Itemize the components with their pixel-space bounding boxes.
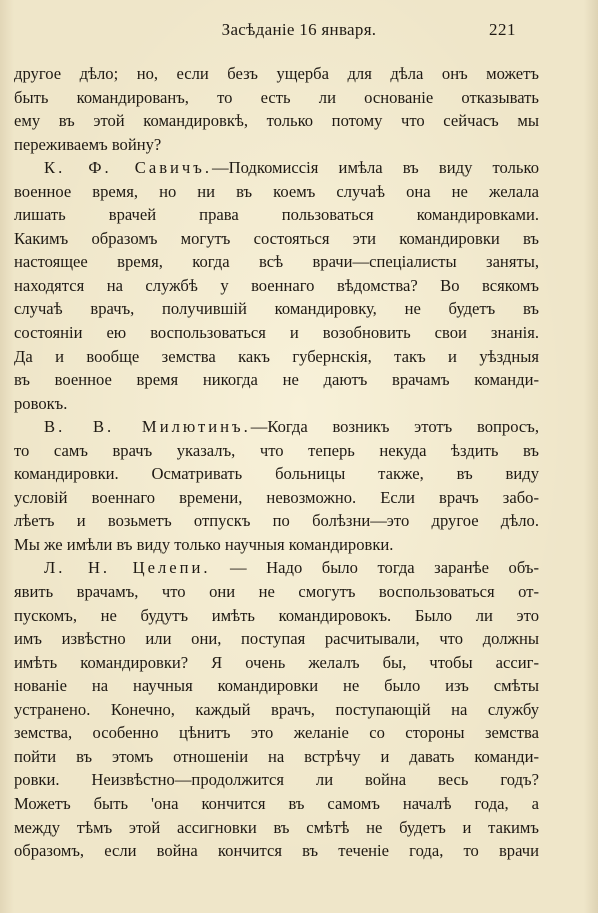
- running-header: [14, 18, 584, 44]
- text-line: [14, 86, 539, 110]
- text-line: [14, 674, 539, 698]
- line-text: пускомъ, не будутъ имѣть командировокъ. Было ли это: [14, 605, 539, 625]
- running-title: Засѣданіе 16 января.: [221, 20, 377, 39]
- text-line: [14, 556, 539, 580]
- line-text: явить врачамъ, что они не смогутъ воспользоваться от-: [14, 582, 539, 602]
- line-text: лѣетъ и возьметъ отпускъ по болѣзни—это другое дѣло.: [14, 511, 539, 531]
- line-text: Мы же имѣли въ виду только научныя командировки.: [14, 534, 394, 554]
- text-line: [14, 651, 539, 675]
- line-text: случаѣ врачъ, получившій командировку, не будетъ въ: [14, 299, 539, 319]
- text-line: [14, 180, 539, 204]
- line-text: между тѣмъ этой ассигновки въ смѣтѣ не будетъ и такимъ: [14, 817, 539, 837]
- text-line: [14, 792, 539, 816]
- text-line: [14, 721, 539, 745]
- speaker-name: В. В. Милютинъ.: [44, 417, 251, 437]
- line-text: настоящее время, когда всѣ врачи—спеціалисты заняты,: [14, 252, 539, 272]
- line-text: другое дѣло; но, если безъ ущерба для дѣла онъ можетъ: [14, 64, 539, 83]
- speaker-name: К. Ф. Савичъ.: [44, 158, 213, 178]
- line-text: имѣть командировки? Я очень желалъ бы, чтобы ассиг-: [14, 652, 539, 672]
- text-line: [14, 509, 539, 533]
- line-text: земства, особенно цѣнитъ это желаніе со стороны земства: [14, 723, 539, 743]
- line-text: Да и вообще земства какъ губернскія, такъ и уѣздныя: [14, 346, 539, 366]
- speaker-name: Л. Н. Целепи.: [44, 558, 211, 578]
- page-number: 221: [489, 20, 516, 39]
- line-text: условій военнаго времени, невозможно. Если врачъ забо-: [14, 487, 539, 507]
- text-line: [14, 227, 539, 251]
- text-line: [14, 274, 539, 298]
- line-text: командировки. Осматривать больницы также, въ виду: [14, 464, 539, 484]
- text-line: [14, 321, 539, 345]
- line-text: быть командированъ, то есть ли основаніе отказывать: [14, 87, 539, 107]
- text-line: [14, 439, 539, 463]
- text-line: [14, 368, 539, 392]
- line-text: имъ извѣстно или они, поступая расчитывали, что должны: [14, 629, 539, 649]
- text-line: [14, 156, 539, 180]
- text-line: [14, 297, 539, 321]
- text-line: [14, 415, 539, 439]
- text-line: [14, 133, 539, 157]
- text-line: [14, 816, 539, 840]
- body-text: [14, 62, 539, 863]
- line-text: Можетъ быть 'она кончится въ самомъ началѣ года, а: [14, 793, 539, 813]
- text-line: [14, 745, 539, 769]
- line-text: образомъ, если война кончится въ теченіе года, то врачи: [14, 841, 539, 861]
- text-line: [14, 627, 539, 651]
- line-text: устранено. Конечно, каждый врачъ, поступающій на службу: [14, 699, 539, 719]
- text-line: [14, 698, 539, 722]
- line-text: переживаемъ войну?: [14, 134, 162, 154]
- line-text: въ военное время никогда не даютъ врачамъ команди-: [14, 370, 539, 390]
- line-text: состояніи ею воспользоваться и возобновить свои знанія.: [14, 323, 539, 343]
- text-line: [14, 768, 539, 792]
- text-line: [14, 345, 539, 369]
- text-line: [14, 486, 539, 510]
- text-line: [14, 392, 539, 416]
- line-text: ровокъ.: [14, 393, 68, 413]
- line-text: военное время, но ни въ коемъ случаѣ она не желала: [14, 181, 539, 201]
- text-line: [14, 462, 539, 486]
- line-text: ему въ этой командировкѣ, только потому что сейчасъ мы: [14, 111, 539, 131]
- text-line: [14, 62, 539, 86]
- line-text: Какимъ образомъ могутъ состояться эти командировки въ: [14, 228, 539, 248]
- line-text: —Когда возникъ этотъ вопросъ,: [250, 417, 539, 437]
- text-line: [14, 533, 539, 557]
- line-text: находятся на службѣ у военнаго вѣдомства? Во всякомъ: [14, 275, 539, 295]
- line-text: нованіе на научныя командировки не было изъ смѣты: [14, 676, 539, 696]
- line-text: —Подкомиссія имѣла въ виду только: [212, 158, 539, 178]
- line-text: то самъ врачъ указалъ, что теперь некуда ѣздить въ: [14, 440, 539, 460]
- line-text: — Надо было тогда заранѣе объ-: [210, 558, 539, 578]
- text-line: [14, 580, 539, 604]
- text-line: [14, 604, 539, 628]
- line-text: лишать врачей права пользоваться командировками.: [14, 205, 539, 225]
- line-text: пойти въ этомъ отношеніи на встрѣчу и давать команди-: [14, 746, 539, 766]
- line-text: ровки. Неизвѣстно—продолжится ли война весь годъ?: [14, 770, 539, 790]
- text-line: [14, 109, 539, 133]
- text-line: [14, 839, 539, 863]
- text-line: [14, 250, 539, 274]
- text-line: [14, 203, 539, 227]
